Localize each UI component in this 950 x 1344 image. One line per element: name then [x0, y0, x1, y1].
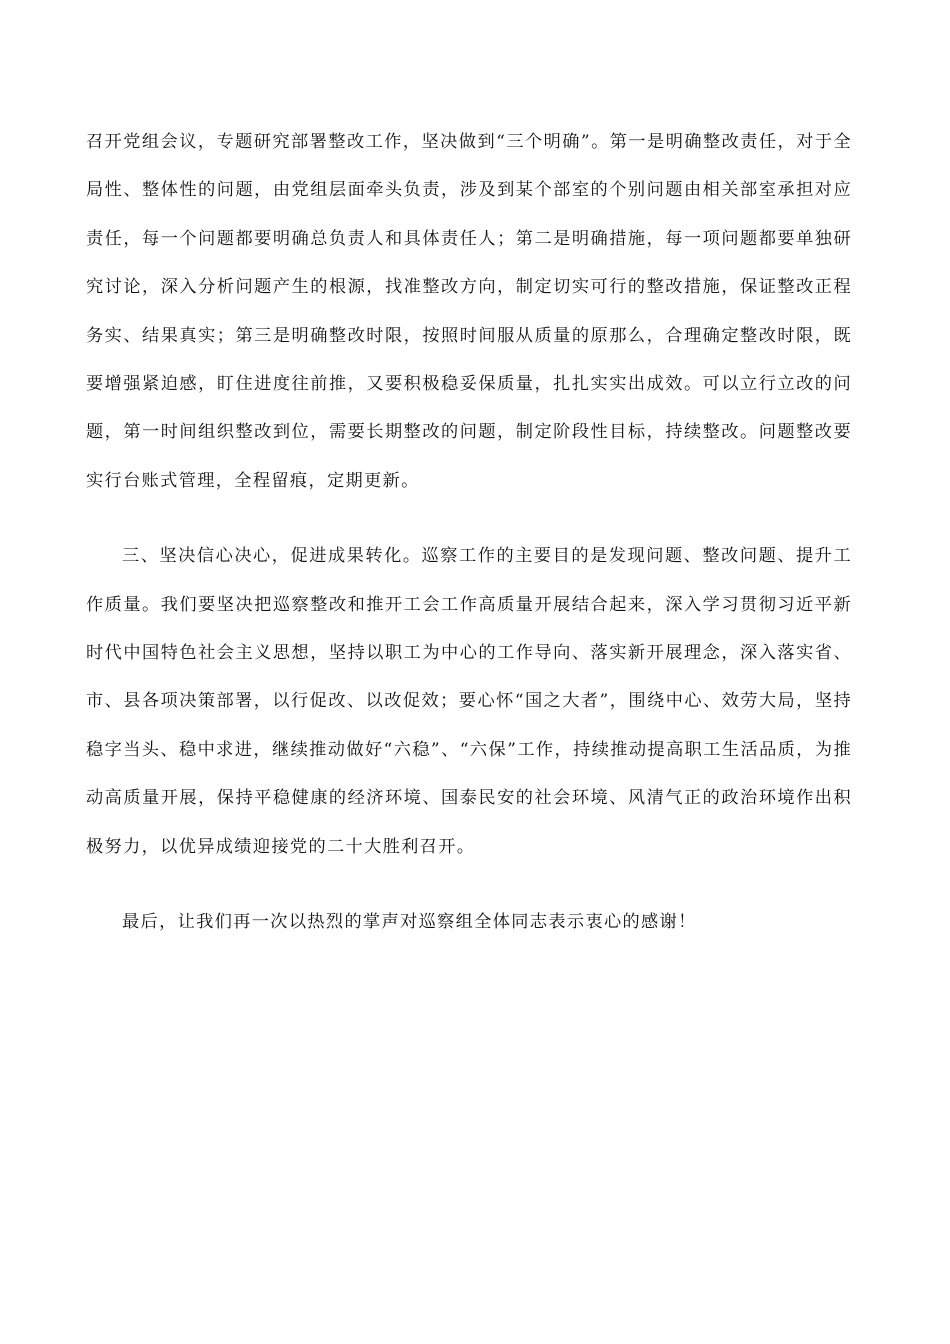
paragraph-section-three: 三、坚决信心决心，促进成果转化。巡察工作的主要目的是发现问题、整改问题、提升工作质量。我们要坚决把巡察整改和推开工会工作高质量开展结合起来，深入学习贯彻习近平新时代中国特色社会主义思想，坚持以职工为中心的工作导向、落实新开展理念，深入落实省、市、县各项决策部署，以行促改、以改促效；要心怀“国之大者”，围绕中心、效劳大局，坚持稳字当头、稳中求进，继续推动做好“六稳”、“六保”工作，持续推动提高职工生活品质，为推动高质量开展，保持平稳健康的经济环境、国泰民安的社会环境、风清气正的政治环境作出积极努力，以优异成绩迎接党的二十大胜利召开。	[86, 546, 852, 857]
paragraph-spacer	[86, 505, 852, 532]
paragraph-rectification-measures: 召开党组会议，专题研究部署整改工作，坚决做到“三个明确”。第一是明确整改责任，对于全局性、整体性的问题，由党组层面牵头负责，涉及到某个部室的个别问题由相关部室承担对应责任，每一个问题都要明确总负责人和具体责任人；第二是明确措施，每一项问题都要单独研究讨论，深入分析问题产生的根源，找准整改方向，制定切实可行的整改措施，保证整改正程务实、结果真实；第三是明确整改时限，按照时间服从质量的原那么，合理确定整改时限，既要增强紧迫感，盯住进度往前推，又要积极稳妥保质量，扎扎实实出成效。可以立行立改的问题，第一时间组织整改到位，需要长期整改的问题，制定阶段性目标，持续整改。问题整改要实行台账式管理，全程留痕，定期更新。	[86, 132, 852, 491]
paragraph-closing-thanks: 最后，让我们再一次以热烈的掌声对巡察组全体同志表示衷心的感谢！	[122, 912, 697, 933]
paragraph-spacer	[86, 871, 852, 898]
document-body	[86, 118, 852, 947]
